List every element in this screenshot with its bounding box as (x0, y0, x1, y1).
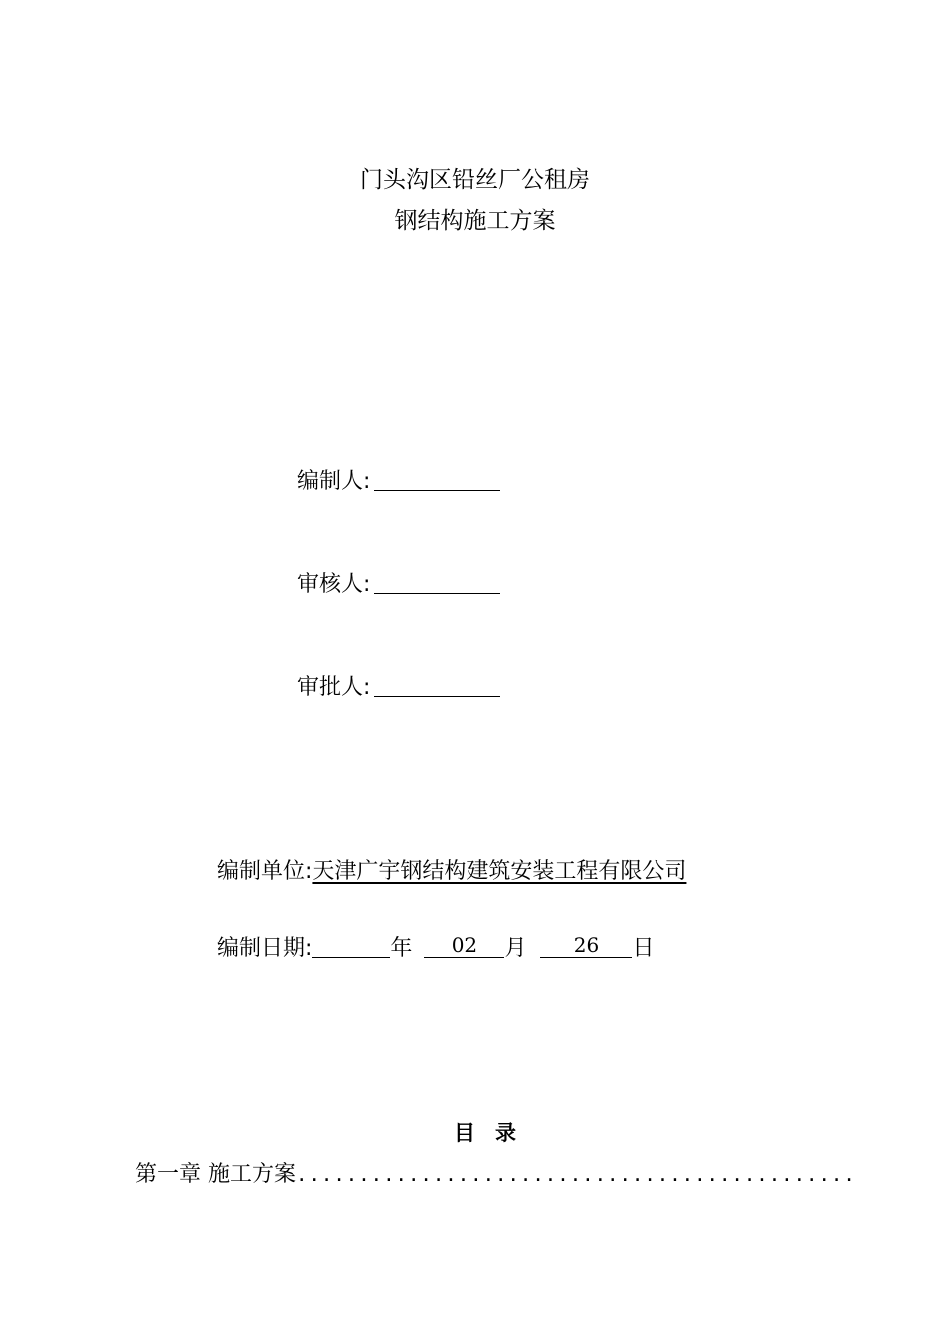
month-unit: 月 (504, 936, 527, 961)
day-value: 26 (540, 933, 632, 958)
toc-entry[interactable] (135, 1160, 856, 1190)
company-name: 天津广宇钢结构建筑安装工程有限公司 (312, 859, 687, 884)
toc-entry-title: 施工方案 (208, 1162, 297, 1187)
editor-signature-blank (374, 468, 500, 491)
document-title-line-1: 门头沟区铅丝厂公租房 (360, 167, 590, 193)
day-unit: 日 (632, 936, 655, 961)
reviewer-signature-row (297, 570, 500, 600)
year-blank (312, 935, 390, 958)
compile-unit-row (217, 857, 686, 887)
reviewer-signature-blank (374, 571, 500, 594)
compile-unit-label: 编制单位: (217, 859, 313, 884)
month-value: 02 (424, 933, 504, 958)
editor-signature-row (297, 467, 500, 497)
toc-entry-chapter: 第一章 (135, 1162, 202, 1187)
editor-label: 编制人: (297, 469, 371, 494)
approver-signature-row (297, 673, 500, 703)
compile-date-label: 编制日期: (217, 936, 313, 961)
reviewer-label: 审核人: (297, 572, 371, 597)
year-unit: 年 (390, 936, 413, 961)
toc-heading: 目录 (454, 1121, 536, 1145)
compile-date-row (217, 933, 654, 964)
document-title-line-2: 钢结构施工方案 (394, 208, 556, 234)
approver-label: 审批人: (297, 675, 371, 700)
approver-signature-blank (374, 674, 500, 697)
toc-entry-leader-dots: ............................................. (296, 1164, 856, 1186)
